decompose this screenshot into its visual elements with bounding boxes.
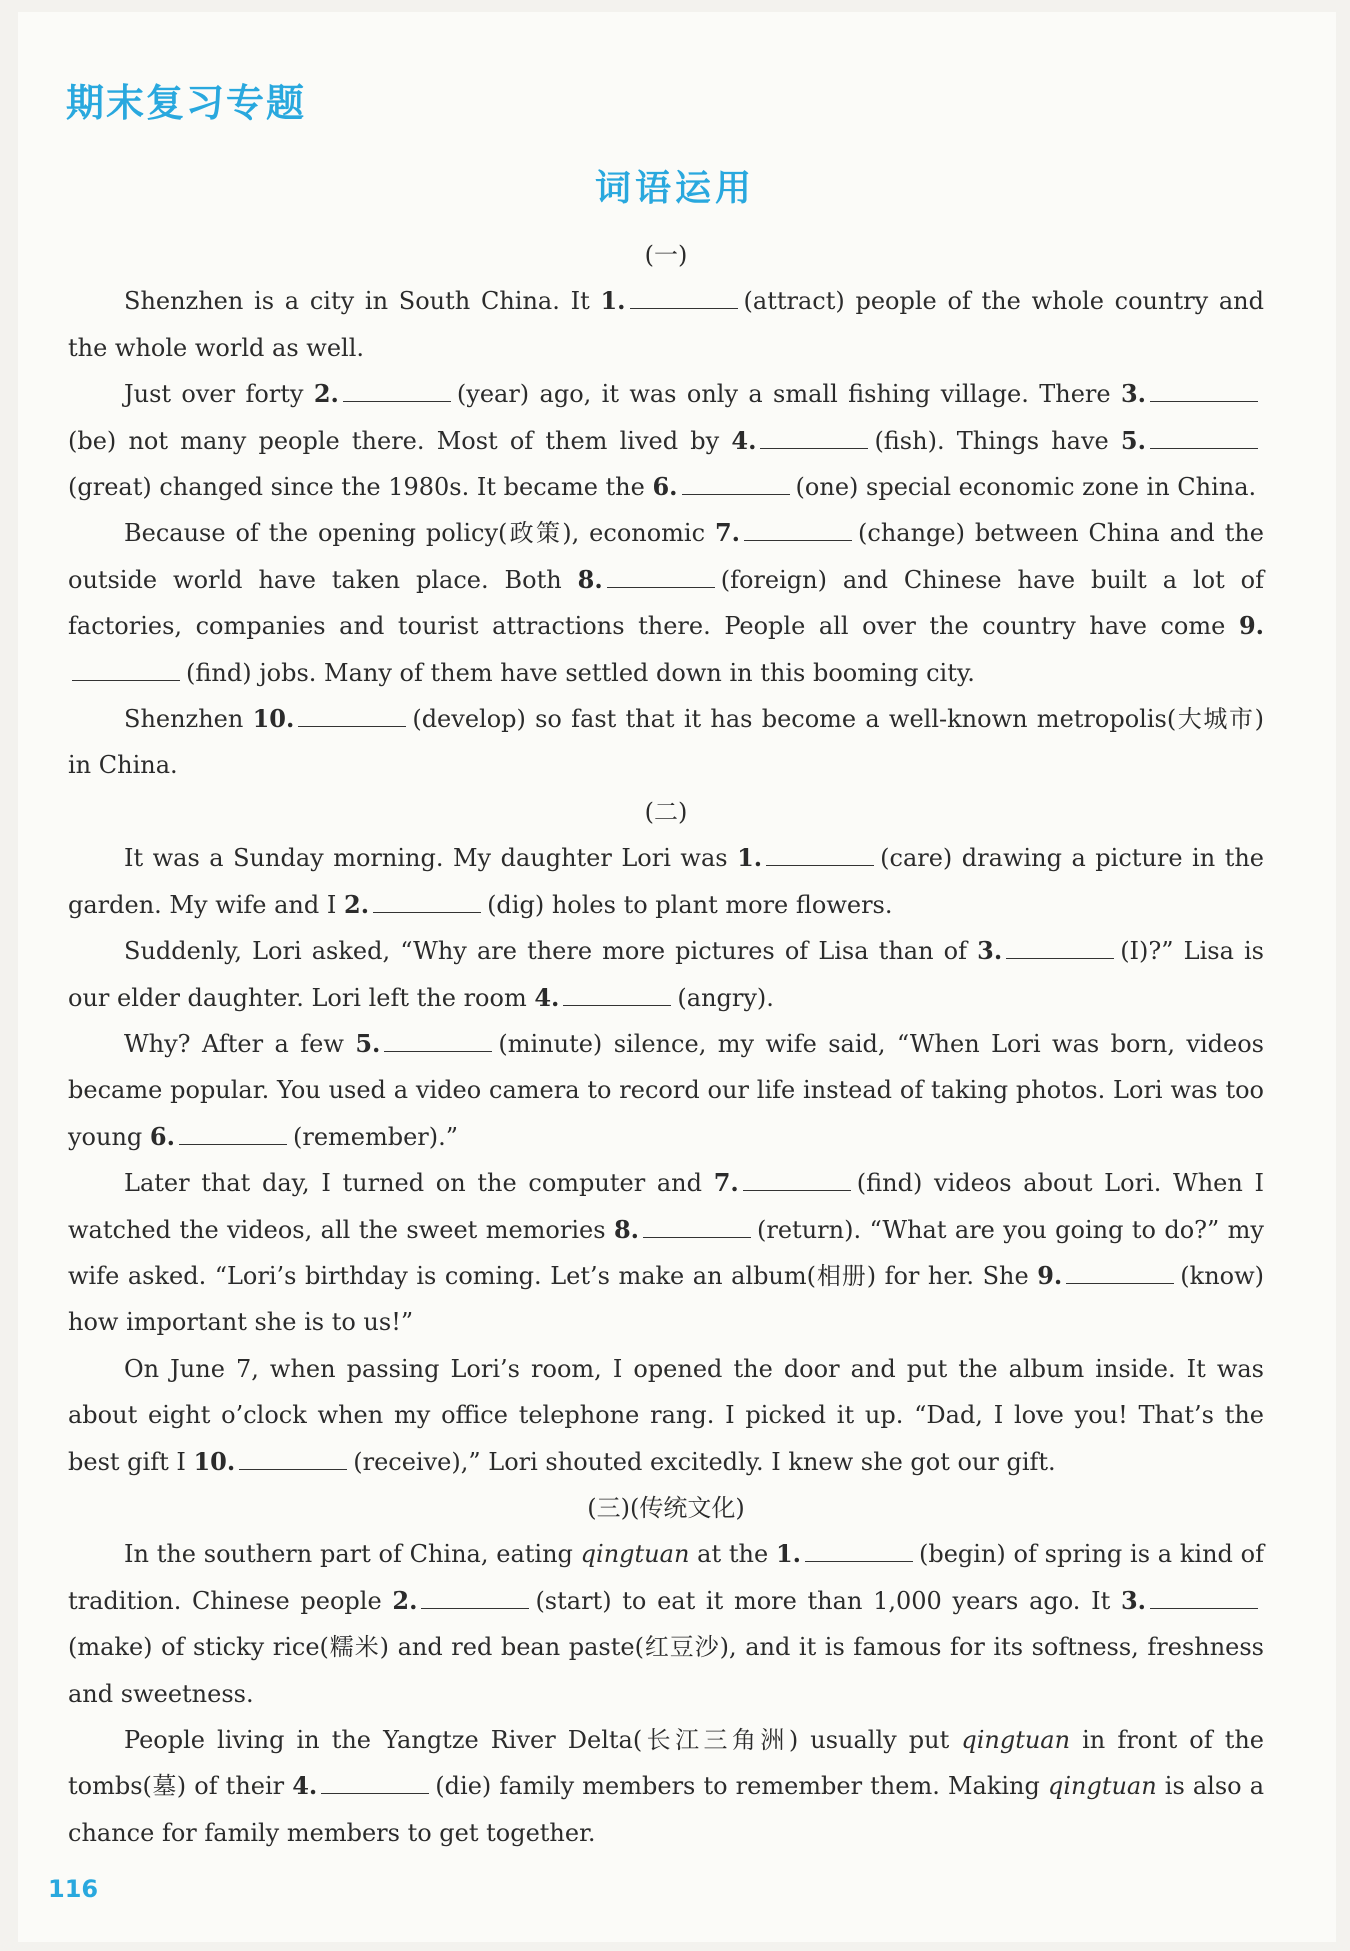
- word-hint: (dig): [487, 890, 545, 919]
- answer-blank[interactable]: [760, 426, 868, 449]
- text-segment: Shenzhen is a city in South China. It: [124, 287, 601, 316]
- answer-blank[interactable]: [766, 843, 874, 866]
- answer-blank[interactable]: [1006, 936, 1114, 959]
- text-segment: Suddenly, Lori asked, “Why are there more pictures of Lisa than of: [124, 937, 978, 966]
- question-number: 5.: [355, 1028, 381, 1058]
- text-segment: is also a chance for family members to get together.: [68, 1772, 1265, 1847]
- text-segment: Shenzhen: [124, 705, 253, 734]
- word-hint: (foreign): [720, 565, 827, 594]
- passage-paragraph: [68, 1717, 1264, 1856]
- text-segment: how important she is to us!”: [68, 1308, 414, 1337]
- passage-paragraph: [68, 696, 1264, 789]
- passage-paragraph: [68, 1021, 1264, 1160]
- question-number: 1.: [600, 286, 626, 316]
- word-hint: (change): [858, 519, 965, 548]
- text-segment: so fast that it has become a well-known metropolis(大城市) in China.: [68, 705, 1264, 780]
- answer-blank[interactable]: [563, 983, 671, 1006]
- word-hint: (one): [795, 473, 859, 502]
- text-segment: special economic zone in China.: [858, 473, 1257, 502]
- question-number: 1.: [775, 1539, 801, 1569]
- word-hint: (find): [856, 1169, 923, 1198]
- passage-paragraph: [68, 1531, 1264, 1717]
- passage-title: (二): [644, 797, 688, 826]
- question-number: 2.: [344, 889, 370, 919]
- question-number: 9.: [1238, 611, 1264, 641]
- answer-blank[interactable]: [321, 1771, 429, 1794]
- passage-paragraph: [68, 510, 1264, 696]
- text-segment: Later that day, I turned on the computer and: [124, 1169, 714, 1198]
- italic-term: qingtuan: [961, 1726, 1071, 1754]
- word-hint: (die): [435, 1772, 492, 1801]
- question-number: 4.: [292, 1771, 318, 1801]
- answer-blank[interactable]: [630, 286, 738, 309]
- italic-term: qingtuan: [1047, 1772, 1157, 1801]
- text-segment: On June 7, when passing Lori’s room, I opened the door and put the album inside. It was about eight o’clock when my office telephone rang. I picked it up. “Dad, I love you! That’s the best gift I: [68, 1354, 1264, 1476]
- text-segment: family members to remember them. Making: [491, 1772, 1048, 1801]
- text-segment: to eat it more than 1,000 years ago. It: [611, 1586, 1121, 1615]
- word-hint: (start): [535, 1586, 612, 1615]
- passage-title: (三)(传统文化): [587, 1493, 745, 1522]
- question-number: 6.: [652, 472, 678, 502]
- answer-blank[interactable]: [421, 1586, 529, 1609]
- answer-blank[interactable]: [298, 704, 406, 727]
- answer-blank[interactable]: [384, 1029, 492, 1052]
- question-number: 10.: [252, 704, 295, 734]
- question-number: 8.: [577, 564, 603, 594]
- passage-paragraph: [68, 371, 1264, 510]
- text-segment: Lisa is our elder daughter. Lori left the room: [68, 937, 1265, 1012]
- word-hint: (fish).: [874, 426, 945, 455]
- answer-blank[interactable]: [179, 1122, 287, 1145]
- italic-term: qingtuan: [580, 1540, 690, 1569]
- exercise-content: [68, 232, 1264, 1856]
- text-segment: of sticky rice(糯米) and red bean paste(红豆沙), and it is famous for its softness, freshness and sweetness.: [68, 1633, 1264, 1708]
- passage-paragraph: [68, 1346, 1264, 1485]
- passage-paragraph: [68, 1160, 1264, 1346]
- answer-blank[interactable]: [744, 518, 852, 541]
- text-segment: silence, my wife said, “When Lori was born, videos became popular. You used a video camera to record our life instead of taking photos. Lori was too young: [68, 1029, 1264, 1151]
- text-segment: at the: [689, 1540, 776, 1569]
- word-hint: (make): [68, 1633, 153, 1662]
- answer-blank[interactable]: [239, 1447, 347, 1470]
- word-hint: (great): [68, 473, 152, 502]
- text-segment: Why? After a few: [124, 1029, 356, 1058]
- text-segment: drawing a picture in the garden. My wife and I: [68, 844, 1264, 919]
- answer-blank[interactable]: [1150, 426, 1258, 449]
- text-segment: Just over forty: [124, 380, 314, 409]
- word-hint: (angry).: [677, 983, 774, 1012]
- text-segment: of spring is a kind of tradition. Chinese people: [68, 1540, 1264, 1615]
- question-number: 3.: [1120, 1585, 1146, 1615]
- question-number: 7.: [713, 1168, 739, 1198]
- text-segment: Because of the opening policy(政策), economic: [124, 519, 715, 548]
- question-number: 3.: [977, 936, 1003, 966]
- word-hint: (develop): [412, 705, 526, 734]
- question-number: 4.: [534, 982, 560, 1012]
- answer-blank[interactable]: [373, 890, 481, 913]
- text-segment: jobs. Many of them have settled down in this booming city.: [251, 658, 975, 687]
- question-number: 8.: [613, 1214, 640, 1244]
- question-number: 1.: [737, 843, 763, 873]
- passage-paragraph: [68, 835, 1264, 928]
- answer-blank[interactable]: [1066, 1261, 1174, 1284]
- word-hint: (begin): [919, 1540, 1006, 1569]
- text-segment: Things have: [944, 426, 1121, 455]
- text-segment: ago, it was only a small fishing village. There: [529, 380, 1121, 409]
- text-segment: People living in the Yangtze River Delta(长江三角洲) usually put: [124, 1726, 962, 1754]
- question-number: 7.: [714, 518, 741, 548]
- passage-title: (一): [644, 241, 688, 269]
- word-hint: (return).: [757, 1215, 862, 1244]
- question-number: 10.: [193, 1446, 236, 1476]
- text-segment: “What are you going to do?” my wife asked. “Lori’s birthday is coming. Let’s make an album(相册) for her. She: [68, 1215, 1264, 1290]
- word-hint: (receive),”: [353, 1447, 481, 1476]
- question-number: 3.: [1120, 379, 1146, 409]
- answer-blank[interactable]: [607, 565, 715, 588]
- answer-blank[interactable]: [743, 1168, 851, 1191]
- text-segment: videos about Lori. When I watched the videos, all the sweet memories: [68, 1169, 1264, 1244]
- word-hint: (find): [186, 658, 252, 687]
- word-hint: (know): [1180, 1261, 1264, 1290]
- text-segment: between China and the outside world have taken place. Both: [68, 519, 1264, 594]
- passage-paragraph: [68, 278, 1264, 371]
- question-number: 5.: [1120, 425, 1146, 455]
- word-hint: (year): [456, 380, 530, 409]
- text-segment: In the southern part of China, eating: [124, 1540, 581, 1569]
- text-segment: in front of the tombs(墓) of their: [68, 1726, 1265, 1801]
- section-title: 词语运用: [594, 168, 755, 209]
- question-number: 4.: [731, 425, 757, 455]
- text-segment: Lori shouted excitedly. I knew she got our gift.: [480, 1447, 1056, 1476]
- text-segment: changed since the 1980s. It became the: [151, 473, 653, 502]
- answer-blank[interactable]: [1150, 1586, 1258, 1609]
- word-hint: (I)?”: [1120, 937, 1174, 966]
- header-title: 期末复习专题: [66, 81, 307, 125]
- text-segment: and Chinese have built a lot of factories, companies and tourist attractions there. People all over the country have come: [68, 565, 1264, 641]
- answer-blank[interactable]: [643, 1215, 751, 1238]
- passage-paragraph: [68, 928, 1264, 1021]
- answer-blank[interactable]: [682, 472, 790, 495]
- answer-blank[interactable]: [805, 1539, 913, 1562]
- word-hint: (attract): [743, 287, 845, 316]
- word-hint: (minute): [498, 1029, 603, 1058]
- text-segment: holes to plant more flowers.: [544, 890, 893, 919]
- question-number: 2.: [392, 1585, 418, 1615]
- text-segment: people of the whole country and the whole world as well.: [68, 287, 1265, 362]
- answer-blank[interactable]: [343, 379, 451, 402]
- answer-blank[interactable]: [1150, 379, 1258, 402]
- word-hint: (remember).”: [292, 1122, 459, 1151]
- question-number: 6.: [149, 1121, 175, 1151]
- question-number: 9.: [1037, 1260, 1063, 1290]
- page-number: 116: [48, 1875, 99, 1903]
- question-number: 2.: [313, 379, 339, 409]
- text-segment: It was a Sunday morning. My daughter Lori was: [124, 844, 738, 873]
- text-segment: not many people there. Most of them lived by: [116, 426, 732, 455]
- word-hint: (be): [68, 426, 117, 455]
- word-hint: (care): [880, 844, 953, 873]
- answer-blank[interactable]: [72, 658, 180, 681]
